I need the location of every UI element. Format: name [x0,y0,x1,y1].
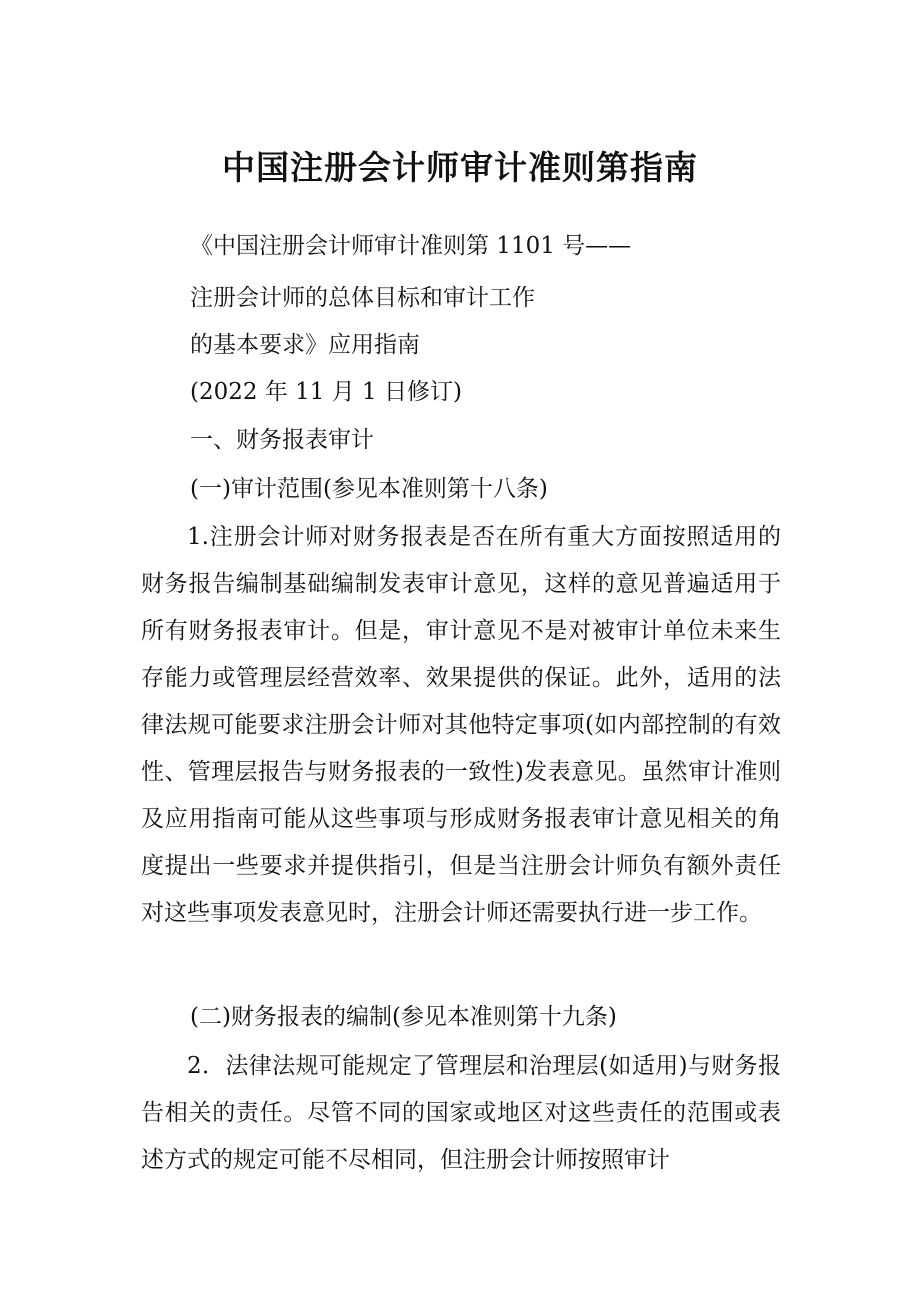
subsection-heading-1: (一)审计范围(参见本准则第十八条) [190,476,548,502]
standard-title-line-2: 注册会计师的总体目标和审计工作 [190,285,535,311]
standard-title-line-1: 《中国注册会计师审计准则第 1101 号—— [190,233,632,259]
document-title: 中国注册会计师审计准则第指南 [222,148,698,187]
standard-title-line-3: 的基本要求》应用指南 [190,332,420,358]
paragraph-1: 1.注册会计师对财务报表是否在所有重大方面按照适用的财务报告编制基础编制发表审计意见，这样的意见普遍适用于所有财务报表审计。但是，审计意见不是对被审计单位未来生存能力或管理层经营效率、效果提供的保证。此外，适用的法律法规可能要求注册会计师对其他特定事项(如内部控制的有效性、管理层报告与财务报表的一致性)发表意见。虽然审计准则及应用指南可能从这些事项与形成财务报表审计意见相关的角度提出一些要求并提供指引，但是当注册会计师负有额外责任对这些事项发表意见时，注册会计师还需要执行进一步工作。 [141,524,781,926]
revision-date: (2022 年 11 月 1 日修订) [190,379,462,405]
section-heading: 一、财务报表审计 [190,427,374,453]
paragraph-2: 2．法律法规可能规定了管理层和治理层(如适用)与财务报告相关的责任。尽管不同的国家或地区对这些责任的范围或表述方式的规定可能不尽相同，但注册会计师按照审计 [141,1053,781,1173]
subsection-heading-2: (二)财务报表的编制(参见本准则第十九条) [190,1004,617,1030]
